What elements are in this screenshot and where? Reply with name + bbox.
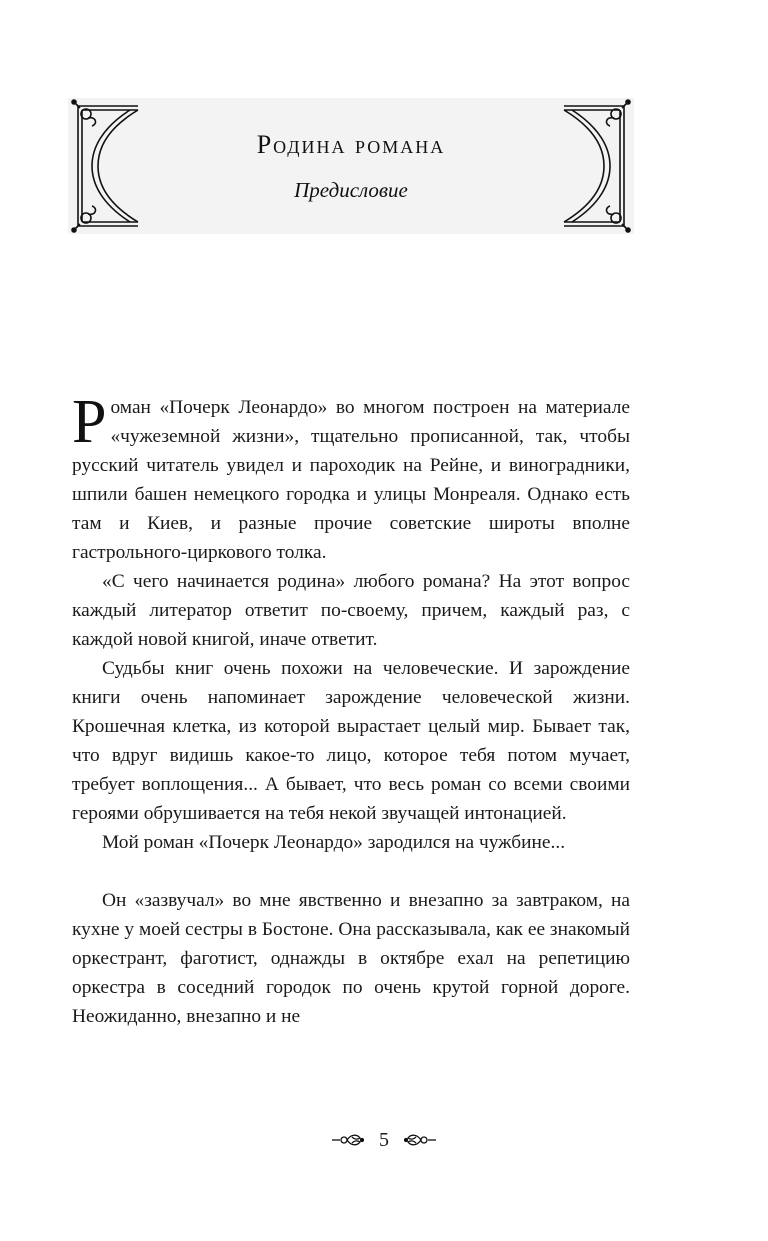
paragraph-1: [72, 388, 630, 567]
chapter-title: Родина романа: [256, 130, 446, 159]
paragraph-4: Мой роман «Почерк Леонардо» зародился на чужбине...: [102, 832, 566, 853]
chapter-header: [68, 98, 634, 234]
page-number: 5: [379, 1128, 389, 1151]
chapter-subtitle: Предисловие: [294, 178, 408, 202]
paragraph-1-text: оман «Почерк Леонардо» во многом построен на материале «чужеземной жизни», тщательно прописанной, так, чтобы русский читатель увидел и пароходик на Рейне, и виноградники, шпили башен немецкого городка и улицы Монреаля. Однако есть там и Киев, и разные прочие советские широты вполне гастрольного-циркового толка.: [72, 397, 630, 563]
paragraph-5: Он «зазвучал» во мне явственно и внезапно за завтраком, на кухне у моей сестры в Бостоне. Она рассказывала, как ее знакомый оркестрант, фаготист, однажды в октябре ехал на репетицию оркестра в соседний городок по очень крутой горной дороге. Неожиданно, внезапно и не: [72, 890, 630, 1027]
paragraph-2: «С чего начинается родина» любого романа? На этот вопрос каждый литератор ответит по-своему, причем, каждый раз, с каждой новой книгой, иначе ответит.: [72, 571, 630, 650]
ornamental-frame-right-icon: [562, 98, 634, 234]
ornamental-frame-left-icon: [68, 98, 140, 234]
body-text: [72, 388, 630, 1031]
page-footer: [0, 1128, 768, 1152]
fleuron-left-icon: [330, 1131, 364, 1149]
fleuron-right-icon: [404, 1131, 438, 1149]
paragraph-3: Судьбы книг очень похожи на человеческие. И зарождение книги очень напоминает зарождение человеческой жизни. Крошечная клетка, из которой вырастает целый мир. Бывает так, что вдруг видишь какое-то лицо, которое тебя потом мучает, требует воплощения... А бывает, что весь роман со всеми своими героями обрушивается на тебя некой звучащей интонацией.: [72, 658, 630, 824]
drop-cap: Р: [72, 388, 107, 456]
